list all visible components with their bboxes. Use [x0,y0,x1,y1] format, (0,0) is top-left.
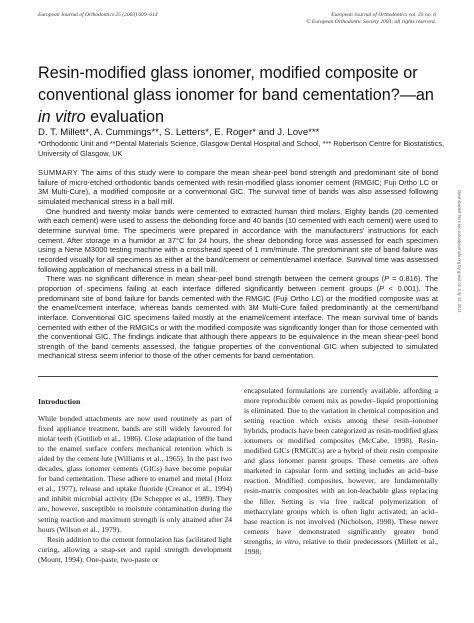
right-col-italic: in vitro [275,536,299,546]
abstract-paragraph-3 [38,274,438,361]
introduction-heading: Introduction [38,397,81,406]
article-title-main: Resin-modified glass ionomer, modified composite or conventional glass ionomer for band cementation?—an [38,64,434,104]
abstract [38,168,438,361]
abstract-p3-post: < 0.001). The predominant site of bond failure for bands cemented with the RMGIC (Fuji Ortho LC) or the modified composite was at the enamel/cement interface, whereas bands cemented with 3M Multi-Cure failed predominantly at the cement/band interface. Conventional GIC specimens failed mostly at the enamel/cement interface. The mean survival time of bands cemented with either of the RMGICs or with the modified composite was significantly longer than for those cemented with the conventional GIC. The findings indicate that although there appears to be equivalence in the mean shear-peel bond strength of the band cements assessed, the fatigue properties of the conventional GIC when subjected to simulated mechanical stress seem inferior to those of the other cements for band cementation. [38,283,438,361]
journal-citation-text: European Journal of Orthodontics 25 (2003) 609–614 [38,12,158,18]
abstract-aims-text: The aims of this study were to compare the mean shear-peel bond strength and predominant site of bond failure of micro-etched orthodontic bands cemented with resin-modified glass ionomer cement (RMGIC; Fuji Ortho LC or 3M Multi-Cure), a modified composite or a conventional GIC. The survival time of bands was also assessed following simulated mechanical stress in a ball mill. [38,168,438,206]
article-title-italic: in vitro [38,108,86,126]
left-column [38,397,232,565]
article-title [38,62,438,128]
article-title-end: evaluation [85,108,164,126]
right-column-paragraph [244,386,438,557]
abstract-p3-mid: = 0.816). The proportion of specimens failing at each interface differed significantly between cement groups ( [38,274,438,293]
author-affiliation: *Orthodontic Unit and **Dental Materials Science, Glasgow Dental Hospital and School, *** Robertson Centre for Biostatistics, University of Glasgow, UK [38,139,444,158]
copyright-line: © European Orthodontic Society 2003; all rights reserved. [306,19,436,25]
journal-volume: European Journal of Orthodontics vol. 25 no. 6 [331,12,436,18]
journal-header-right [306,12,436,26]
author-list: D. T. Millett*, A. Cummings**, S. Letters*, E. Roger* and J. Love*** [38,127,320,138]
section-divider [38,376,438,377]
right-column [244,386,438,557]
journal-citation [38,12,158,19]
p-value-symbol-1: P [384,274,390,284]
intro-paragraph-1: While bonded attachments are now used routinely as part of fixed appliance treatment, bands are still widely favoured for molar teeth (Gottlieb et al., 1986). Close adaptation of the band to the enamel surface confers mechanical retention which is aided by the cement lute (Williams et al., 1965). In the past two decades, glass ionomer cements (GICs) have become popular for band cementation. These adhere to enamel and metal (Hotz et al., 1977), release and uptake fluoride (Creanor et al., 1994) and inhibit microbial activity (De Schepper et al., 1989). They are, however, susceptible to moisture contamination during the setting reaction and maximum strength is only attained after 24 hours (Wilson et al., 1979). [38,414,232,534]
p-value-symbol-2: P [379,283,385,293]
abstract-paragraph-2: One hundred and twenty molar bands were cemented to extracted human third molars. Eighty bands (20 cemented with each cement) were used to assess the debonding force and 40 bands (10 cemented with each cement) were used to determine survival time. The specimens were prepared in accordance with the manufacturers' instructions for each cement. After storage in a humidor at 37°C for 24 hours, the shear debonding force was assessed for each specimen using a Nene M3000 testing machine with a crosshead speed of 1 mm/minute. The predominant site of band failure was recorded visually for all specimens as either at the band/cement or cement/enamel interface. Survival time was assessed following application of mechanical stress in a ball mill. [38,206,438,274]
intro-paragraph-2: Resin addition to the cement formulation has facilitated light curing, allowing a snap-set and rapid strength development (Mount, 1994). One-paste, two-paste or [38,534,232,564]
abstract-paragraph-1 [38,168,438,207]
download-watermark: Downloaded from ejo.oxfordjournals.org by guest on July 13, 2011 [457,190,462,313]
abstract-p3-pre: There was no significant difference in mean shear-peel bond strength between the cement groups ( [46,274,385,284]
right-col-text-end: , relative to their predecessors (Millett et al., 1998; [244,536,439,556]
summary-label: SUMMARY [38,168,78,177]
right-col-text: encapsulated formulations are currently available, affording a more reproducible cement mix as powder–liquid proportioning is eliminated. Due to the variation in chemical composition and setting reaction which exists among these resin–ionomer hybrids, products have been categorized as resin-modified glass ionomers or modified composites (McCabe, 1998). Resin-modified GICs (RMGICs) are a hybrid of their resin composite and glass ionomer parent groups. These cements are often marketed in capsular form and setting includes an acid–base reaction. Modified composites, however, are fundamentally resin-matrix composites with an ion-leachable glass replacing the filler. Setting is via free radical polymerization of methacrylate groups which is often light activated; an acid–base reaction is not involved (Nicholson, 1998). These newer cements have demonstrated significantly greater bond strengths, [244,386,439,546]
